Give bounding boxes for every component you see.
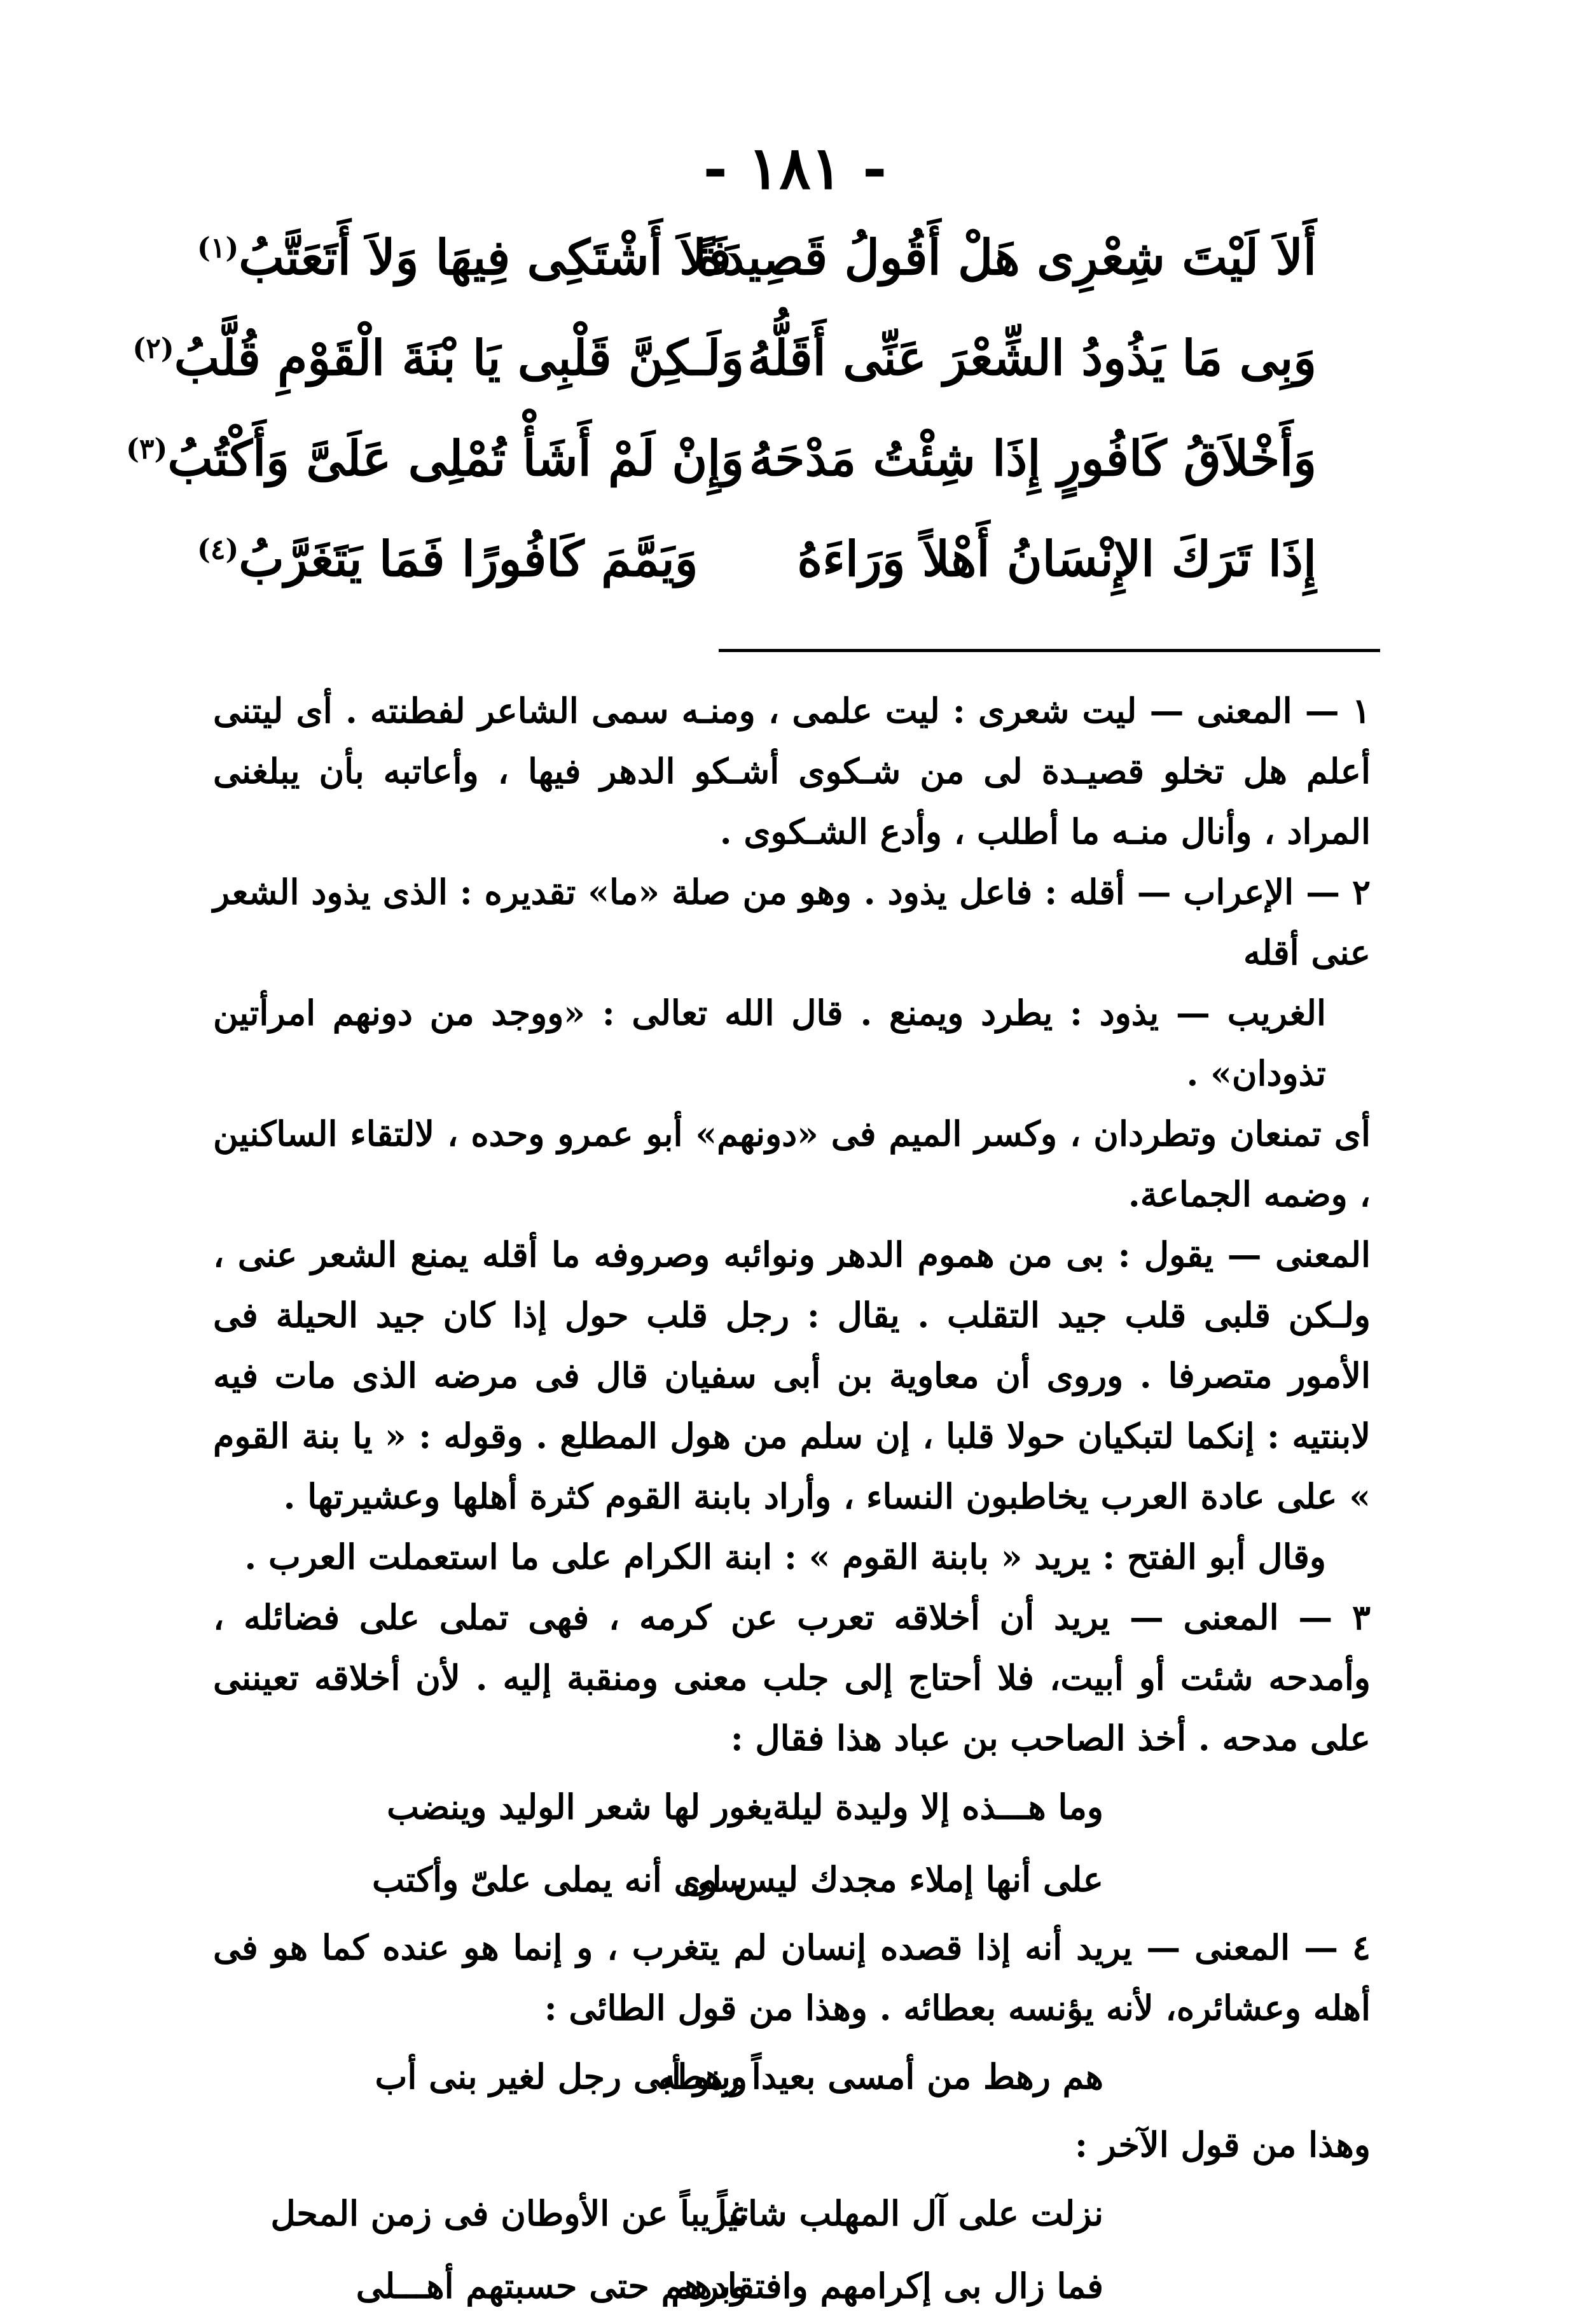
cited-second-hemistich: غريباً عن الأوطان فى زمن المحل	[270, 2193, 747, 2234]
footnote-3: ٣ — المعنى — يريد أن أخلاقه تعرب عن كرمه ، فهى تملى على فضائله ، وأمدحه شئت أو أبيت، فلا أحتاج إلى جلب معنى ومنقبة إليه . لأن أخلاقه تعيننى على مدحه . أخذ الصاحب بن عباد هذا فقال :	[213, 1597, 1371, 1758]
cited-verse	[356, 2251, 1103, 2320]
poem-verse	[197, 531, 1317, 631]
cited-first-hemistich: فما زال بى إكرامهم وافتقادهم	[671, 2265, 1103, 2306]
cited-first-hemistich: على أنها إملاء مجدك ليس لى	[682, 1859, 1103, 1900]
page-number: - ١٨١ -	[703, 134, 887, 202]
verse-second-hemistich: فَلاَ أَشْتَكِى فِيهَا وَلاَ أَتَعَتَّبُ$^{(١)}$	[197, 229, 731, 286]
cited-first-hemistich: نزلت على آل المهلب شاتياً	[717, 2193, 1103, 2234]
footnote-marker: (٣)	[126, 433, 168, 466]
verse-first-hemistich: إِذَا تَرَكَ الإِنْسَانُ أَهْلاً وَرَاءَهُ	[797, 531, 1317, 587]
poem-block	[126, 229, 1317, 631]
cited-second-hemistich: وبنو أبى رجل لغير بنى أب	[375, 2056, 747, 2097]
verse-second-hemistich: وَيَمَّمَ كَافُورًا فَمَا يَتَغَرَّبُ$^{(٤)}$	[197, 531, 698, 587]
poem-verse	[126, 430, 1317, 531]
poem-verse	[132, 330, 1317, 430]
footnote-2-meaning: المعنى — يقول : بى من هموم الدهر ونوائبه وصروفه ما أقله يمنع الشعر عنى ، ولـكن قلبى قلب جيد التقلب . يقال : رجل قلب حول إذا كان جيد الحيلة فى الأمور متصرفا . وروى أن معاوية بن أبى سفيان قال فى مرضه الذى مات فيه لابنتيه : إنكما لتبكيان حولا قلبا ، إن سلم من هول المطلع . وقوله : « يا بنة القوم » على عادة العرب يخاطبون النساء ، وأراد بابنة القوم كثرة أهلها وعشيرتها .	[213, 1234, 1371, 1517]
footnote-1: ١ — المعنى — ليت شعرى : ليت علمى ، ومنـه سمى الشاعر لفطنته . أى ليتنى أعلم هل تخلو قصيـدة لى من شـكوى أشـكو الدهر فيها ، وأعاتبه بأن يبلغنى المراد ، وأنال منـه ما أطلب ، وأدع الشـكوى .	[213, 690, 1371, 852]
cited-first-hemistich: هم رهط من أمسى بعيداً رهطه	[658, 2056, 1103, 2097]
footnote-4-other: وهذا من قول الآخر :	[1075, 2124, 1371, 2165]
footnote-divider	[719, 649, 1380, 652]
footnote-marker: (٤)	[197, 533, 239, 566]
footnote-2-abu-alfath: وقال أبو الفتح : يريد « بابنة القوم » : ابنة الكرام على ما استعملت العرب .	[244, 1536, 1326, 1577]
cited-second-hemistich: يغور لها شعر الوليد وينضب	[387, 1786, 773, 1827]
footnote-2-vocabulary: الغريب — يذود : يطرد ويمنع . قال الله تعالى : «ووجد من دونهم امرأتين تذودان» .	[213, 992, 1326, 1094]
poem-verse	[197, 229, 1317, 330]
verse-first-hemistich: أَلاَ لَيْتَ شِعْرِى هَلْ أَقُولُ قَصِيدَةً	[697, 229, 1317, 286]
footnotes	[213, 681, 1371, 2324]
footnote-marker: (٢)	[132, 332, 174, 365]
footnote-2-grammar: ٢ — الإعراب — أقله : فاعل يذود . وهو من صلة «ما» تقديره : الذى يذود الشعر عنى أقله	[213, 872, 1371, 973]
footnote-marker: (١)	[197, 232, 239, 265]
cited-verse	[375, 2042, 1103, 2111]
footnote-4: ٤ — المعنى — يريد أنه إذا قصده إنسان لم يتغرب ، و إنما هو عنده كما هو فى أهله وعشائره، لأنه يؤنسه بعطائه . وهذا من قول الطائى :	[213, 1927, 1371, 2028]
footnote-2-reading: أى تمنعان وتطردان ، وكسر الميم فى «دونهم» أبو عمرو وحده ، لالتقاء الساكنين ، وضمه الجماعة.	[213, 1113, 1371, 1214]
cited-second-hemistich: سوى أنه يملى علىّ وأكتب	[372, 1859, 747, 1900]
verse-first-hemistich: وَأَخْلاَقُ كَافُورٍ إِذَا شِئْتُ مَدْحَهُ	[749, 430, 1317, 487]
verse-second-hemistich: وَإِنْ لَمْ أَشَأْ تُمْلِى عَلَىَّ وَأَكْتُبُ$^{(٣)}$	[126, 430, 744, 487]
cited-verse	[387, 1772, 1103, 1841]
cited-second-hemistich: وبرهم حتى حسبتهم أهـــلى	[356, 2265, 747, 2306]
cited-first-hemistich: وما هـــذه إلا وليدة ليلة	[772, 1786, 1103, 1827]
verse-first-hemistich: وَبِى مَا يَذُودُ الشِّعْرَ عَنِّى أَقَلُّهُ	[747, 330, 1317, 386]
cited-verse	[270, 2179, 1103, 2248]
verse-second-hemistich: وَلَـكِنَّ قَلْبِى يَا بْنَةَ الْقَوْمِ قُلَّبُ$^{(٢)}$	[132, 330, 744, 386]
cited-verse	[372, 1845, 1103, 1914]
